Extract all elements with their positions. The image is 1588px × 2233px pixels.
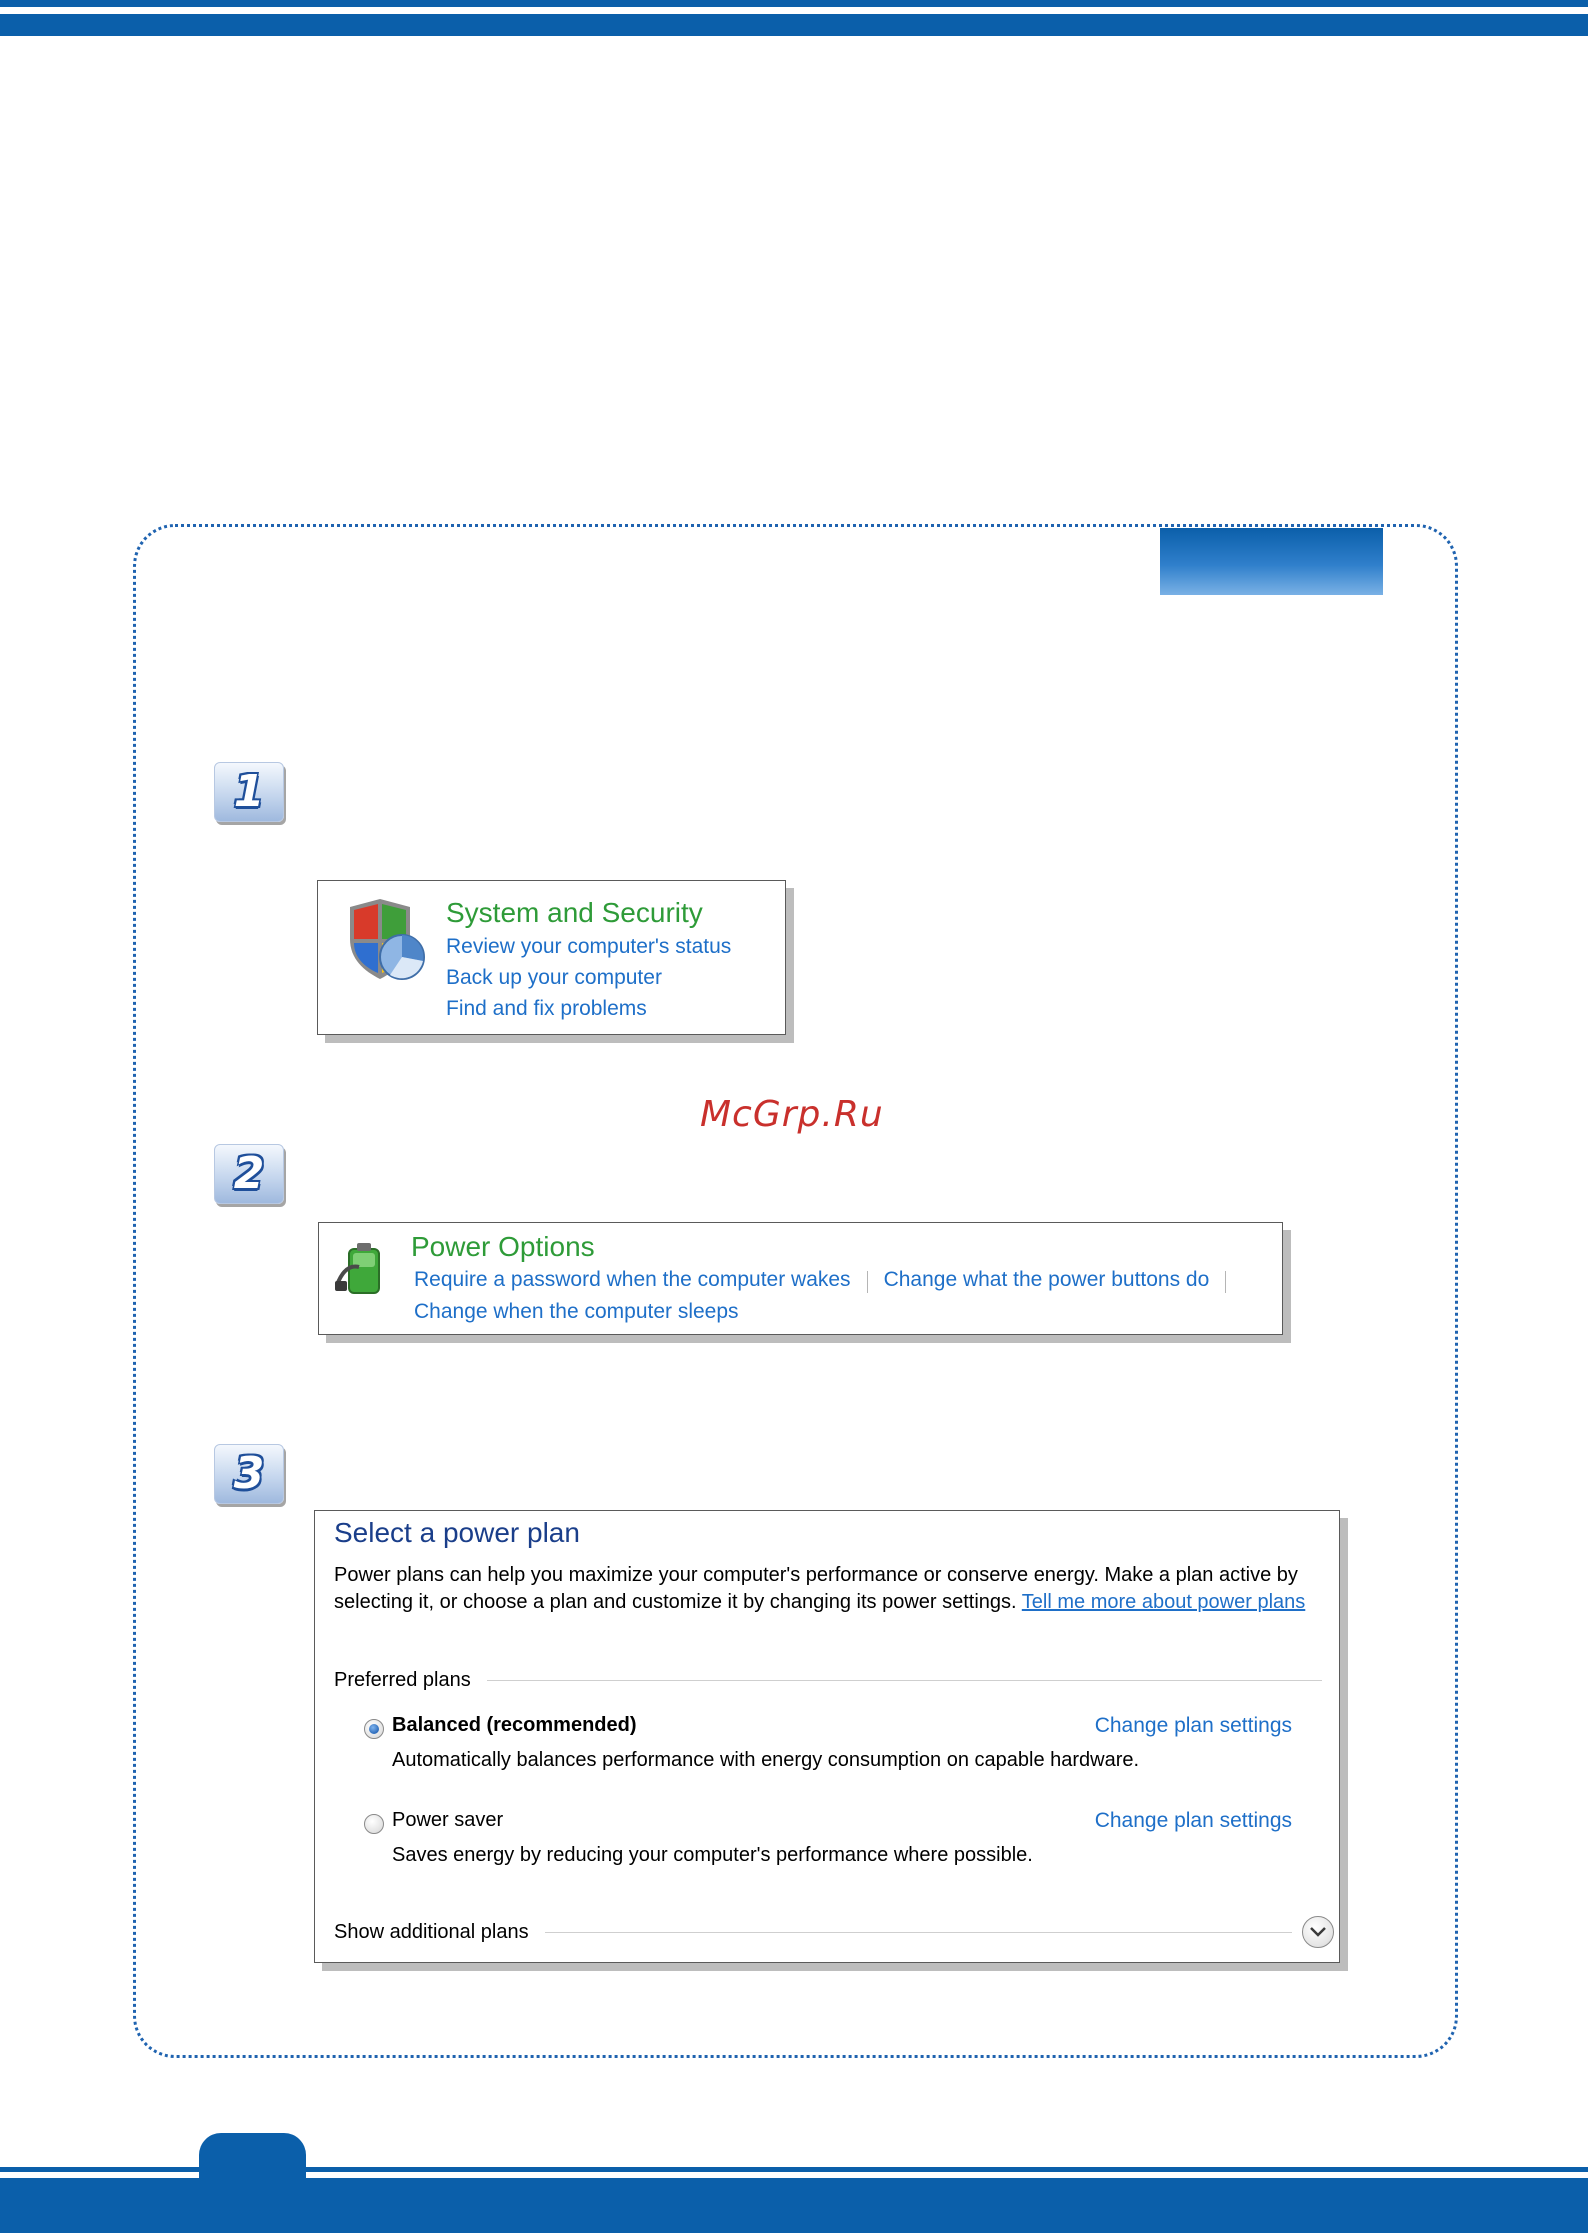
preferred-plans-label: Preferred plans [334, 1669, 471, 1691]
header-bar [0, 14, 1588, 36]
step-badge-3 [214, 1444, 284, 1504]
change-plan-settings-link[interactable]: Change plan settings [1094, 1714, 1292, 1737]
power-plan-panel [314, 1510, 1340, 1963]
power-options-panel [318, 1222, 1283, 1335]
step-badge-2 [214, 1144, 284, 1204]
additional-plans-header [334, 1916, 1334, 1948]
power-buttons-link[interactable]: Change what the power buttons do [883, 1268, 1210, 1291]
battery-icon [333, 1235, 393, 1297]
balanced-radio[interactable] [364, 1719, 384, 1739]
footer-bar [0, 2178, 1588, 2233]
find-fix-problems-link[interactable]: Find and fix problems [446, 997, 647, 1020]
watermark: McGrp.Ru [700, 1094, 884, 1135]
step-badge-1 [214, 762, 284, 822]
backup-computer-link[interactable]: Back up your computer [446, 966, 662, 989]
step-number: 2 [233, 1148, 265, 1199]
divider [545, 1932, 1292, 1933]
divider [487, 1680, 1322, 1681]
plan-name[interactable]: Power saver [392, 1809, 504, 1831]
link-separator [1225, 1271, 1226, 1293]
plan-description: Saves energy by reducing your computer's performance where possible. [392, 1844, 1033, 1866]
change-plan-settings-link[interactable]: Change plan settings [1094, 1809, 1292, 1832]
review-status-link[interactable]: Review your computer's status [446, 935, 732, 958]
power-options-title[interactable]: Power Options [411, 1231, 595, 1262]
link-separator [867, 1271, 868, 1293]
power-saver-radio[interactable] [364, 1814, 384, 1834]
tell-me-more-link[interactable]: Tell me more about power plans [1021, 1591, 1306, 1613]
power-options-links-row [414, 1268, 1242, 1293]
shield-icon [340, 895, 428, 983]
description-text: Power plans can help you maximize your computer's performance or conserve energy. Make a plan active by selecting it, or choose a plan and customize it by changing its power settings. [334, 1564, 1298, 1613]
computer-sleeps-link[interactable]: Change when the computer sleeps [414, 1300, 739, 1323]
plan-balanced [364, 1714, 1292, 1784]
chevron-down-icon [1309, 1926, 1327, 1938]
plan-name[interactable]: Balanced (recommended) [392, 1714, 637, 1736]
additional-plans-label[interactable]: Show additional plans [334, 1920, 529, 1943]
header-bar-thin [0, 0, 1588, 7]
system-security-title[interactable]: System and Security [446, 897, 703, 928]
step-number: 1 [233, 766, 265, 817]
require-password-link[interactable]: Require a password when the computer wakes [414, 1268, 851, 1291]
system-security-panel [317, 880, 786, 1035]
expand-button[interactable] [1302, 1916, 1334, 1948]
frame-tab [1160, 528, 1383, 595]
plan-power-saver [364, 1809, 1292, 1879]
power-plan-title: Select a power plan [334, 1517, 580, 1548]
preferred-plans-header [334, 1669, 1322, 1692]
power-plan-description [334, 1562, 1314, 1616]
plan-description: Automatically balances performance with energy consumption on capable hardware. [392, 1749, 1140, 1771]
step-number: 3 [233, 1448, 265, 1499]
